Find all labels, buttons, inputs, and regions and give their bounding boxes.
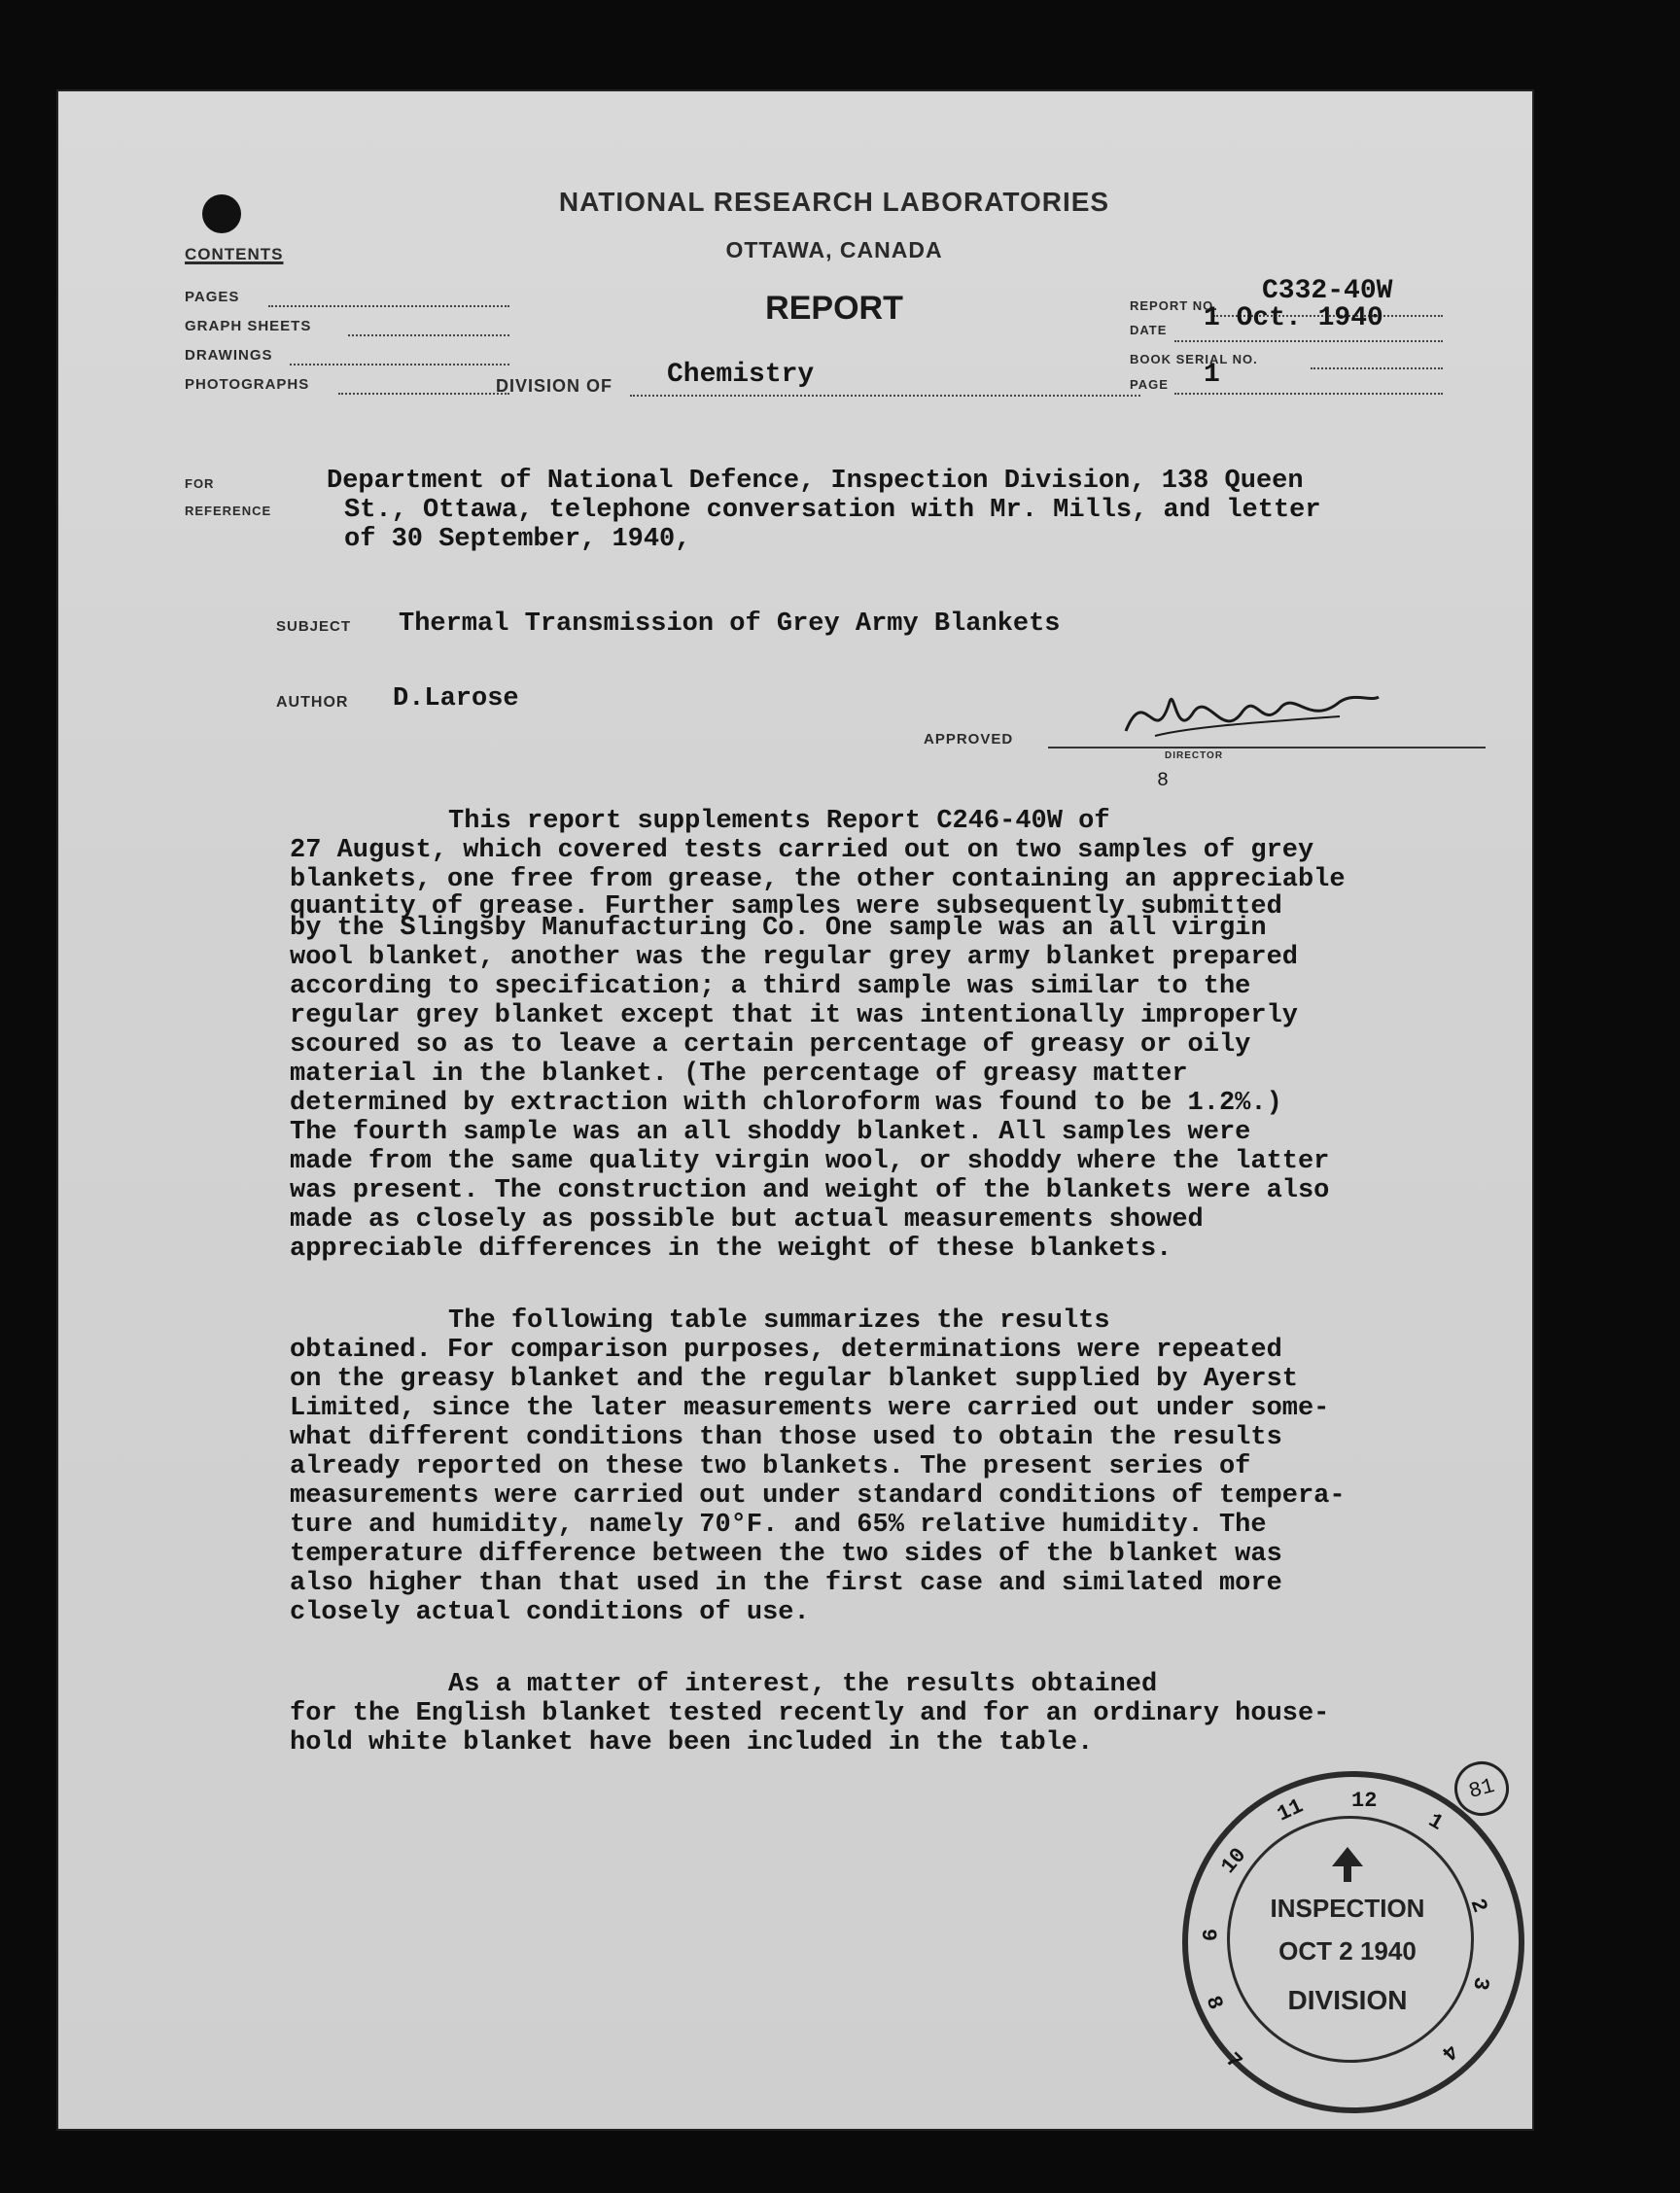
body-line: according to specification; a third sample was similar to the: [290, 972, 1251, 1001]
stamp-line-2: OCT 2 1940: [1278, 1936, 1417, 1966]
stamp-ring-number: 2: [1464, 1896, 1492, 1916]
stamp-ring-number: 3: [1467, 1974, 1494, 1993]
page-number-circle-text: 81: [1466, 1773, 1497, 1804]
date-label: DATE: [1130, 323, 1168, 337]
body-line: appreciable differences in the weight of these blankets.: [290, 1235, 1172, 1264]
body-line: made as closely as possible but actual measurements showed: [290, 1205, 1204, 1235]
body-line: by the Slingsby Manufacturing Co. One sample was an all virgin: [290, 914, 1267, 943]
report-no-label: REPORT NO.: [1130, 298, 1218, 313]
division-label: DIVISION OF: [496, 376, 613, 396]
stamp-arrow-icon: [1330, 1845, 1365, 1889]
body-line: temperature difference between the two sides of the blanket was: [290, 1540, 1282, 1569]
body-line: made from the same quality virgin wool, or shoddy where the latter: [290, 1147, 1330, 1176]
reference-line-1: Department of National Defence, Inspection Division, 138 Queen: [327, 467, 1304, 496]
body-line: Limited, since the later measurements were carried out under some-: [290, 1394, 1330, 1423]
org-city: OTTAWA, CANADA: [725, 237, 943, 262]
stamp-ring-number: 10: [1216, 1843, 1252, 1879]
doc-type-title: REPORT: [765, 290, 903, 327]
stamp-ring-number: 8: [1200, 1993, 1228, 2013]
reference-line-2: St., Ottawa, telephone conversation with Mr. Mills, and letter: [344, 496, 1321, 525]
division-value: Chemistry: [667, 360, 815, 390]
stamp-ring-number: 1: [1423, 1808, 1448, 1836]
stamp-ring-number: 12: [1351, 1789, 1378, 1813]
report-page: [56, 89, 1534, 2131]
field-drawings: DRAWINGS: [185, 347, 273, 364]
report-no-value: C332-40W: [1262, 276, 1393, 306]
body-line: quantity of grease. Further samples were subsequently submitted: [290, 892, 1282, 922]
body-line: blankets, one free from grease, the other containing an appreciable: [290, 865, 1346, 894]
punch-hole: [202, 194, 241, 233]
stamp-ring-number: 11: [1273, 1793, 1308, 1828]
field-pages: PAGES: [185, 289, 240, 305]
reference-label: REFERENCE: [185, 504, 272, 518]
body-line: ture and humidity, namely 70°F. and 65% relative humidity. The: [290, 1511, 1267, 1540]
body-line: hold white blanket have been included in the table.: [290, 1728, 1094, 1758]
field-photographs: PHOTOGRAPHS: [185, 376, 310, 393]
stamp-ring-number: 9: [1196, 1928, 1221, 1942]
body-line: 27 August, which covered tests carried out on two samples of grey: [290, 836, 1314, 865]
stamp-ring-number: 7: [1220, 2047, 1247, 2075]
stamp-line-1: INSPECTION: [1270, 1894, 1425, 1923]
body-line: As a matter of interest, the results obtained: [212, 1670, 1158, 1699]
body-line: for the English blanket tested recently and for an ordinary house-: [290, 1699, 1330, 1728]
subject-label: SUBJECT: [276, 618, 352, 635]
body-line: also higher than that used in the first case and similated more: [290, 1569, 1282, 1598]
body-line: on the greasy blanket and the regular blanket supplied by Ayerst: [290, 1365, 1298, 1394]
body-line: The fourth sample was an all shoddy blanket. All samples were: [290, 1118, 1251, 1147]
org-name: NATIONAL RESEARCH LABORATORIES: [558, 187, 1110, 217]
contents-label: CONTENTS: [185, 245, 284, 263]
body-line: This report supplements Report C246-40W of: [212, 807, 1110, 836]
body-line: The following table summarizes the results: [212, 1306, 1110, 1336]
stamp-line-3: DIVISION: [1287, 1985, 1408, 2015]
director-label: DIRECTOR: [1165, 750, 1224, 761]
book-serial-label: BOOK SERIAL NO.: [1130, 352, 1258, 366]
author-value: D.Larose: [393, 684, 519, 714]
body-line: determined by extraction with chloroform was found to be 1.2%.): [290, 1089, 1282, 1118]
field-graph-sheets: GRAPH SHEETS: [185, 318, 312, 334]
body-line: wool blanket, another was the regular grey army blanket prepared: [290, 943, 1298, 972]
approved-label: APPROVED: [924, 731, 1014, 748]
body-line: already reported on these two blankets. The present series of: [290, 1452, 1251, 1481]
body-line: material in the blanket. (The percentage of greasy matter: [290, 1060, 1188, 1089]
body-line: what different conditions than those used to obtain the results: [290, 1423, 1282, 1452]
body-line: closely actual conditions of use.: [290, 1598, 810, 1627]
body-line: was present. The construction and weight of the blankets were also: [290, 1176, 1330, 1205]
stamp-ring-number: 4: [1436, 2037, 1463, 2066]
director-signature: [1116, 673, 1388, 765]
body-line: scoured so as to leave a certain percentage of greasy or oily: [290, 1030, 1251, 1060]
inspection-stamp: [1182, 1771, 1524, 2113]
footnote-mark: 8: [1157, 770, 1170, 792]
page-label: PAGE: [1130, 377, 1169, 392]
date-value: 1 Oct. 1940: [1204, 303, 1383, 333]
author-label: AUTHOR: [276, 694, 349, 711]
body-line: obtained. For comparison purposes, determinations were repeated: [290, 1336, 1282, 1365]
reference-label-for: FOR: [185, 476, 215, 491]
body-line: measurements were carried out under standard conditions of tempera-: [290, 1481, 1346, 1511]
reference-line-3: of 30 September, 1940,: [344, 525, 691, 554]
subject-value: Thermal Transmission of Grey Army Blankets: [399, 609, 1061, 639]
body-line: regular grey blanket except that it was intentionally improperly: [290, 1001, 1298, 1030]
page-value: 1: [1204, 360, 1220, 390]
